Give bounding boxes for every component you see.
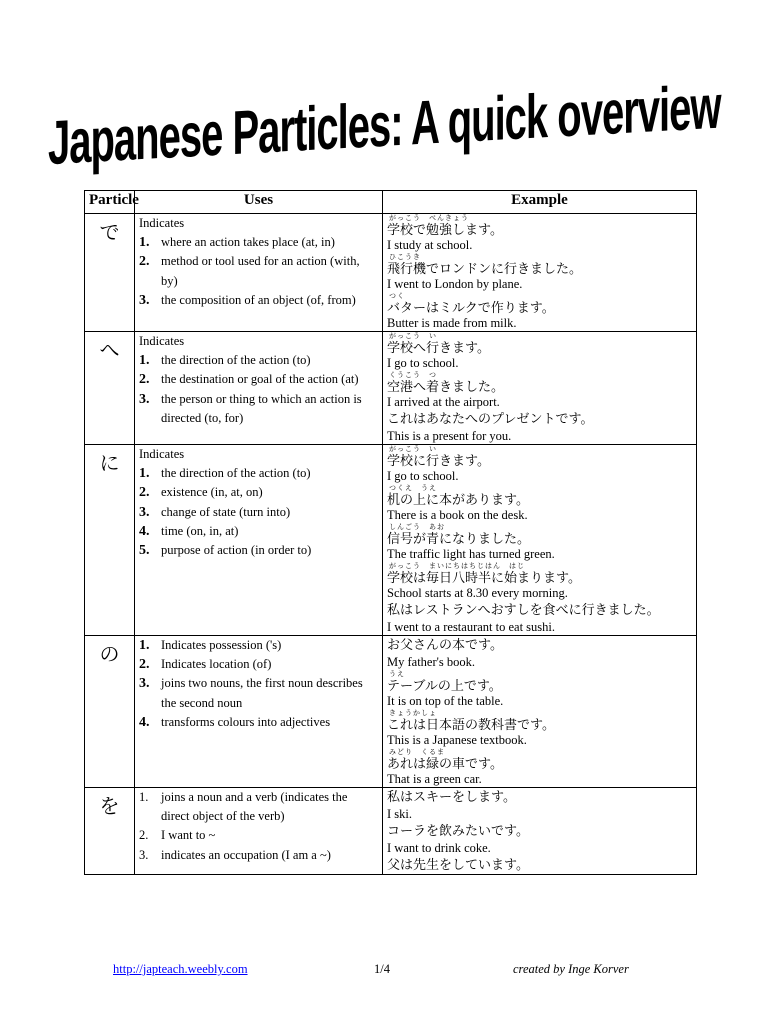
japanese-example: [387, 670, 692, 693]
list-item-text: the destination or goal of the action (at): [161, 372, 359, 387]
english-translation: I want to drink coke.: [387, 841, 491, 855]
japanese-text: 机の上に本があります。: [387, 493, 529, 508]
uses-cell: [135, 332, 383, 445]
particles-table: [84, 190, 697, 875]
list-item: [139, 233, 378, 252]
list-item-number: 2.: [139, 372, 150, 388]
english-translation: I go to school.: [387, 469, 459, 483]
japanese-example: [387, 214, 692, 237]
english-translation: I ski.: [387, 807, 412, 821]
document-title: [0, 73, 768, 179]
list-item: [139, 522, 378, 541]
table-row: [85, 636, 697, 788]
english-translation: That is a green car.: [387, 772, 482, 786]
english-translation: There is a book on the desk.: [387, 508, 528, 522]
japanese-text: 空港へ着きました。: [387, 380, 505, 395]
example-cell: [383, 214, 697, 332]
english-translation: The traffic light has turned green.: [387, 547, 555, 561]
list-item: [139, 674, 378, 712]
particle-cell: で: [85, 214, 135, 332]
list-item-number: 3.: [139, 847, 149, 862]
list-item-number: 3.: [139, 504, 150, 520]
list-item-text: time (on, in, at): [161, 523, 239, 538]
list-item-text: joins a noun and a verb (indicates the direct object of the verb): [161, 790, 348, 824]
english-translation: It is on top of the table.: [387, 694, 504, 708]
japanese-example: [387, 484, 692, 507]
japanese-example: [387, 562, 692, 585]
list-item: [139, 655, 378, 674]
japanese-text: コーラを飲みたいです。: [387, 824, 529, 839]
english-translation: I went to a restaurant to eat sushi.: [387, 620, 556, 634]
japanese-text: バターはミルクで作ります。: [387, 301, 555, 316]
japanese-text: これはあなたへのプレゼントです。: [387, 412, 594, 427]
list-item-number: 3.: [139, 676, 150, 692]
japanese-example: [387, 856, 692, 874]
list-item-text: purpose of action (in order to): [161, 543, 312, 558]
list-item: [139, 252, 378, 290]
japanese-example: [387, 788, 692, 806]
uses-cell: [135, 445, 383, 636]
list-item-text: the composition of an object (of, from): [161, 292, 356, 307]
list-item-text: joins two nouns, the first noun describes the second noun: [161, 676, 363, 710]
uses-cell: [135, 214, 383, 332]
japanese-text: テーブルの上です。: [387, 679, 502, 694]
list-item: [139, 464, 378, 483]
list-item-number: 2.: [139, 828, 149, 843]
japanese-text: 学校は毎日八時半に始まります。: [387, 571, 581, 586]
table-row: [85, 214, 697, 332]
footer-website-link[interactable]: http://japteach.weebly.com: [113, 962, 248, 976]
list-item: [139, 291, 378, 310]
list-item-number: 4.: [139, 523, 150, 539]
list-item-text: method or tool used for an action (with, by): [161, 254, 360, 288]
list-item: [139, 503, 378, 522]
japanese-example: [387, 822, 692, 840]
list-item-text: change of state (turn into): [161, 504, 291, 519]
list-item-text: the person or thing to which an action is directed (to, for): [161, 391, 362, 425]
japanese-text: これは日本語の教科書です。: [387, 718, 555, 733]
list-item: [139, 541, 378, 560]
english-translation: Butter is made from milk.: [387, 316, 517, 330]
list-item-number: 1.: [139, 790, 149, 804]
japanese-example: [387, 445, 692, 468]
english-translation: I study at school.: [387, 238, 473, 252]
list-item-text: transforms colours into adjectives: [161, 714, 331, 729]
list-item-number: 4.: [139, 714, 150, 730]
list-item-text: existence (in, at, on): [161, 485, 263, 500]
uses-list: [139, 233, 378, 310]
example-cell: [383, 636, 697, 788]
header-particle: Particle: [85, 191, 135, 214]
japanese-text: 私はレストランへおすしを食べに行きました。: [387, 603, 660, 618]
list-item: [139, 788, 378, 826]
japanese-example: [387, 253, 692, 276]
list-item-number: 3.: [139, 292, 150, 308]
list-item-text: Indicates location (of): [161, 657, 272, 672]
english-translation: This is a present for you.: [387, 429, 512, 443]
example-cell: [383, 332, 697, 445]
japanese-text: 私はスキーをします。: [387, 790, 516, 805]
japanese-text: 飛行機でロンドンに行きました。: [387, 262, 583, 277]
furigana: くうこう つ: [389, 371, 437, 379]
furigana: がっこう べんきょう: [389, 214, 469, 222]
japanese-example: [387, 601, 692, 619]
list-item: [139, 390, 378, 428]
footer-credit: created by Inge Korver: [513, 962, 629, 976]
list-item: [139, 713, 378, 732]
furigana: みどり くるま: [389, 748, 445, 756]
table-row: [85, 332, 697, 445]
list-item: [139, 351, 378, 370]
uses-intro: Indicates: [139, 447, 185, 461]
japanese-example: [387, 748, 692, 771]
japanese-text: お父さんの本です。: [387, 638, 503, 653]
list-item-text: the direction of the action (to): [161, 466, 311, 481]
furigana: きょうかしょ: [389, 709, 437, 717]
japanese-example: [387, 523, 692, 546]
title-text: Japanese Particles: A quick overview: [47, 73, 721, 179]
list-item-number: 2.: [139, 657, 150, 673]
japanese-text: あれは緑の車です。: [387, 757, 503, 772]
furigana: ひこうき: [389, 253, 421, 261]
list-item-number: 5.: [139, 543, 150, 559]
uses-list: [139, 351, 378, 428]
english-translation: My father's book.: [387, 655, 476, 669]
header-example: Example: [383, 191, 697, 214]
japanese-example: [387, 636, 692, 654]
example-cell: [383, 445, 697, 636]
japanese-example: [387, 410, 692, 428]
list-item-number: 1.: [139, 466, 150, 482]
list-item: [139, 636, 378, 655]
list-item: [139, 370, 378, 389]
furigana: つく: [389, 292, 405, 300]
english-translation: I arrived at the airport.: [387, 395, 500, 409]
list-item-text: I want to ~: [161, 828, 216, 843]
list-item-text: indicates an occupation (I am a ~): [161, 847, 331, 862]
particle-cell: に: [85, 445, 135, 636]
english-translation: I go to school.: [387, 356, 459, 370]
particle-cell: を: [85, 788, 135, 875]
table-header-row: [85, 191, 697, 214]
japanese-example: [387, 292, 692, 315]
particle-cell: の: [85, 636, 135, 788]
uses-list: [139, 464, 378, 560]
list-item-number: 3.: [139, 391, 150, 407]
example-cell: [383, 788, 697, 875]
footer-page-number: 1/4: [374, 962, 390, 976]
list-item-text: Indicates possession ('s): [161, 638, 282, 652]
list-item-text: the direction of the action (to): [161, 353, 311, 368]
particle-cell: へ: [85, 332, 135, 445]
english-translation: School starts at 8.30 every morning.: [387, 586, 568, 600]
japanese-text: 学校へ行きます。: [387, 341, 490, 356]
japanese-text: 父は先生をしています。: [387, 858, 529, 873]
list-item: [139, 826, 378, 845]
list-item: [139, 483, 378, 502]
uses-intro: Indicates: [139, 334, 185, 348]
list-item-number: 1.: [139, 353, 150, 369]
english-translation: I went to London by plane.: [387, 277, 523, 291]
furigana: がっこう い: [389, 445, 437, 453]
japanese-example: [387, 332, 692, 355]
japanese-example: [387, 709, 692, 732]
english-translation: This is a Japanese textbook.: [387, 733, 527, 747]
japanese-text: 信号が青になりました。: [387, 532, 531, 547]
japanese-example: [387, 371, 692, 394]
japanese-text: 学校に行きます。: [387, 454, 490, 469]
list-item-number: 2.: [139, 254, 150, 270]
japanese-text: 学校で勉強します。: [387, 223, 503, 238]
list-item-text: where an action takes place (at, in): [161, 235, 335, 250]
furigana: がっこう い: [389, 332, 437, 340]
header-uses: Uses: [135, 191, 383, 214]
list-item-number: 1.: [139, 235, 150, 251]
uses-list: [139, 788, 378, 865]
list-item: [139, 846, 378, 865]
furigana: がっこう まいにちはちじはん はじ: [389, 562, 525, 570]
table-row: [85, 788, 697, 875]
list-item-number: 1.: [139, 638, 150, 653]
furigana: うえ: [389, 670, 405, 678]
furigana: つくえ うえ: [389, 484, 437, 492]
uses-cell: [135, 636, 383, 788]
furigana: しんごう あお: [389, 523, 445, 531]
uses-list: [139, 636, 378, 732]
list-item-number: 2.: [139, 485, 150, 501]
table-row: [85, 445, 697, 636]
uses-cell: [135, 788, 383, 875]
uses-intro: Indicates: [139, 216, 185, 230]
